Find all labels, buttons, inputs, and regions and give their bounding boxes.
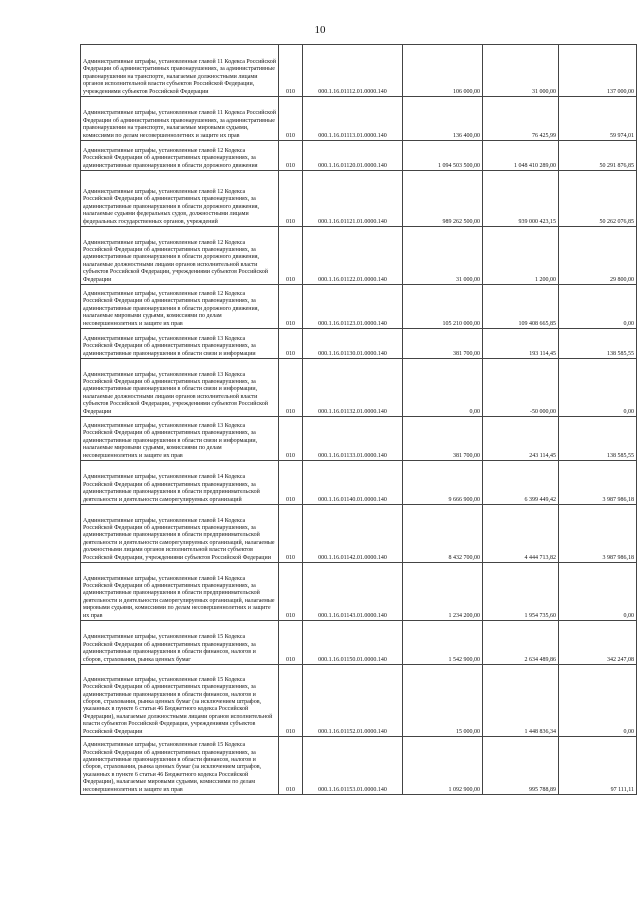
row-amount-b: 76 425,99 (483, 97, 559, 141)
row-code: 010 (279, 329, 303, 359)
row-amount-b: 193 114,45 (483, 329, 559, 359)
row-code: 010 (279, 737, 303, 795)
row-kbk: 000.1.16.01153.01.0000.140 (303, 737, 403, 795)
row-kbk: 000.1.16.01121.01.0000.140 (303, 171, 403, 227)
row-amount-b: 995 788,89 (483, 737, 559, 795)
row-amount-b: 4 444 713,82 (483, 505, 559, 563)
row-code: 010 (279, 45, 303, 97)
row-name: Административные штрафы, установленные главой 12 Кодекса Российской Федерации об административных правонарушениях, за административные правонарушения в области дорожного движения, налагаемые судьями федеральных судов, должностными лицами федеральных государственных органов, учреждений (81, 171, 279, 227)
row-amount-b: 243 114,45 (483, 417, 559, 461)
row-amount-a: 1 234 200,00 (403, 563, 483, 621)
row-name: Административные штрафы, установленные главой 12 Кодекса Российской Федерации об административных правонарушениях, за административные правонарушения в области дорожного движения, налагаемые мировыми судьями, комиссиями по делам несовершеннолетних и защите их прав (81, 285, 279, 329)
row-name: Административные штрафы, установленные главой 15 Кодекса Российской Федерации об административных правонарушениях, за административные правонарушения в области финансов, налогов и сборов, страхования, рынка ценных бумаг (81, 621, 279, 665)
row-amount-b: 109 408 665,85 (483, 285, 559, 329)
row-name: Административные штрафы, установленные главой 15 Кодекса Российской Федерации об административных правонарушениях, за административные правонарушения в области финансов, налогов и сборов, страхования, рынка ценных бумаг (за исключением штрафов, указанных в пункте 6 статьи 46 Бюджетного кодекса Российской Федерации), налагаемые мировыми судьями, комиссиями по делам несовершеннолетних и защите их прав (81, 737, 279, 795)
table-row (81, 171, 637, 227)
row-amount-c: 138 585,55 (559, 417, 637, 461)
row-amount-c: 138 585,55 (559, 329, 637, 359)
row-kbk: 000.1.16.01133.01.0000.140 (303, 417, 403, 461)
row-amount-c: 0,00 (559, 285, 637, 329)
row-kbk: 000.1.16.01140.01.0000.140 (303, 461, 403, 505)
row-amount-c: 342 247,08 (559, 621, 637, 665)
row-amount-c: 0,00 (559, 665, 637, 737)
table-row (81, 227, 637, 285)
row-amount-a: 1 094 503 500,00 (403, 141, 483, 171)
table-row (81, 417, 637, 461)
row-amount-b: 1 954 735,60 (483, 563, 559, 621)
row-amount-b: 939 000 423,15 (483, 171, 559, 227)
table-row (81, 737, 637, 795)
row-kbk: 000.1.16.01152.01.0000.140 (303, 665, 403, 737)
row-amount-b: 31 000,00 (483, 45, 559, 97)
row-name: Административные штрафы, установленные главой 11 Кодекса Российской Федерации об административных правонарушениях, за административные правонарушения на транспорте, налагаемые должностными лицами органов исполнительной власти субъектов Российской Федерации, учреждениями субъектов Российской Федерации (81, 45, 279, 97)
table-row (81, 621, 637, 665)
table-row (81, 665, 637, 737)
row-name: Административные штрафы, установленные главой 13 Кодекса Российской Федерации об административных правонарушениях, за административные правонарушения в области связи и информации, налагаемые мировыми судьями, комиссиями по делам несовершеннолетних и защите их прав (81, 417, 279, 461)
row-kbk: 000.1.16.01120.01.0000.140 (303, 141, 403, 171)
row-amount-c: 3 987 986,18 (559, 461, 637, 505)
table-body (81, 45, 637, 795)
row-amount-a: 1 542 900,00 (403, 621, 483, 665)
table-row (81, 97, 637, 141)
row-name: Административные штрафы, установленные главой 12 Кодекса Российской Федерации об административных правонарушениях, за административные правонарушения в области дорожного движения (81, 141, 279, 171)
row-name: Административные штрафы, установленные главой 13 Кодекса Российской Федерации об административных правонарушениях, за административные правонарушения в области связи и информации, налагаемые должностными лицами органов исполнительной власти субъектов Российской Федерации, учреждениями субъектов Российской Федерации (81, 359, 279, 417)
row-name: Административные штрафы, установленные главой 11 Кодекса Российской Федерации об административных правонарушениях, за административные правонарушения на транспорте, налагаемые мировыми судьями, комиссиями по делам несовершеннолетних и защите их прав (81, 97, 279, 141)
row-amount-c: 0,00 (559, 359, 637, 417)
row-code: 010 (279, 563, 303, 621)
row-code: 010 (279, 621, 303, 665)
row-kbk: 000.1.16.01143.01.0000.140 (303, 563, 403, 621)
row-code: 010 (279, 171, 303, 227)
row-code: 010 (279, 665, 303, 737)
row-amount-b: 6 399 449,42 (483, 461, 559, 505)
table-row (81, 505, 637, 563)
row-code: 010 (279, 97, 303, 141)
row-kbk: 000.1.16.01112.01.0000.140 (303, 45, 403, 97)
row-amount-a: 31 000,00 (403, 227, 483, 285)
row-code: 010 (279, 417, 303, 461)
row-amount-c: 3 987 986,18 (559, 505, 637, 563)
row-amount-c: 50 291 876,85 (559, 141, 637, 171)
row-amount-b: 1 200,00 (483, 227, 559, 285)
row-amount-c: 59 974,01 (559, 97, 637, 141)
row-name: Административные штрафы, установленные главой 14 Кодекса Российской Федерации об административных правонарушениях, за административные правонарушения в области предпринимательской деятельности и деятельности саморегулируемых организаций, налагаемые мировыми судьями, комиссиями по делам несовершеннолетних и защите их прав (81, 563, 279, 621)
row-name: Административные штрафы, установленные главой 14 Кодекса Российской Федерации об административных правонарушениях, за административные правонарушения в области предпринимательской деятельности и деятельности саморегулируемых организаций (81, 461, 279, 505)
row-kbk: 000.1.16.01150.01.0000.140 (303, 621, 403, 665)
row-code: 010 (279, 285, 303, 329)
row-amount-c: 29 800,00 (559, 227, 637, 285)
row-amount-b: -50 000,00 (483, 359, 559, 417)
row-amount-c: 97 111,11 (559, 737, 637, 795)
table-row (81, 563, 637, 621)
row-kbk: 000.1.16.01123.01.0000.140 (303, 285, 403, 329)
row-amount-a: 1 092 900,00 (403, 737, 483, 795)
row-amount-c: 0,00 (559, 563, 637, 621)
row-code: 010 (279, 505, 303, 563)
row-kbk: 000.1.16.01130.01.0000.140 (303, 329, 403, 359)
revenue-table (80, 44, 637, 795)
row-kbk: 000.1.16.01142.01.0000.140 (303, 505, 403, 563)
table-row (81, 141, 637, 171)
row-name: Административные штрафы, установленные главой 14 Кодекса Российской Федерации об административных правонарушениях, за административные правонарушения в области предпринимательской деятельности и деятельности саморегулируемых организаций, налагаемые должностными лицами органов исполнительной власти субъектов Российской Федерации, учреждениями субъектов Российской Федерации (81, 505, 279, 563)
row-amount-c: 137 000,00 (559, 45, 637, 97)
row-amount-c: 50 262 076,85 (559, 171, 637, 227)
row-kbk: 000.1.16.01113.01.0000.140 (303, 97, 403, 141)
row-amount-a: 0,00 (403, 359, 483, 417)
table-row (81, 329, 637, 359)
table-row (81, 359, 637, 417)
row-amount-a: 15 000,00 (403, 665, 483, 737)
row-amount-a: 381 700,00 (403, 329, 483, 359)
row-amount-a: 9 666 900,00 (403, 461, 483, 505)
row-code: 010 (279, 141, 303, 171)
row-amount-a: 105 210 000,00 (403, 285, 483, 329)
row-amount-a: 106 000,00 (403, 45, 483, 97)
row-kbk: 000.1.16.01122.01.0000.140 (303, 227, 403, 285)
page-number: 10 (314, 24, 326, 36)
row-amount-a: 381 700,00 (403, 417, 483, 461)
row-code: 010 (279, 227, 303, 285)
row-amount-b: 1 448 836,34 (483, 665, 559, 737)
table-row (81, 461, 637, 505)
row-amount-b: 1 048 410 289,00 (483, 141, 559, 171)
row-code: 010 (279, 461, 303, 505)
row-amount-b: 2 634 489,86 (483, 621, 559, 665)
row-name: Административные штрафы, установленные главой 15 Кодекса Российской Федерации об административных правонарушениях, за административные правонарушения в области финансов, налогов и сборов, страхования, рынка ценных бумаг (за исключением штрафов, указанных в пункте 6 статьи 46 Бюджетного кодекса Российской Федерации), налагаемые должностными лицами органов исполнительной власти субъектов Российской Федерации, учреждениями субъектов Российской Федерации (81, 665, 279, 737)
row-amount-a: 136 400,00 (403, 97, 483, 141)
row-amount-a: 989 262 500,00 (403, 171, 483, 227)
row-code: 010 (279, 359, 303, 417)
table-row (81, 45, 637, 97)
row-name: Административные штрафы, установленные главой 12 Кодекса Российской Федерации об административных правонарушениях, за административные правонарушения в области дорожного движения, налагаемые должностными лицами органов исполнительной власти субъектов Российской Федерации, учреждениями субъектов Российской Федерации (81, 227, 279, 285)
row-kbk: 000.1.16.01132.01.0000.140 (303, 359, 403, 417)
row-name: Административные штрафы, установленные главой 13 Кодекса Российской Федерации об административных правонарушениях, за административные правонарушения в области связи и информации (81, 329, 279, 359)
row-amount-a: 8 432 700,00 (403, 505, 483, 563)
table-row (81, 285, 637, 329)
